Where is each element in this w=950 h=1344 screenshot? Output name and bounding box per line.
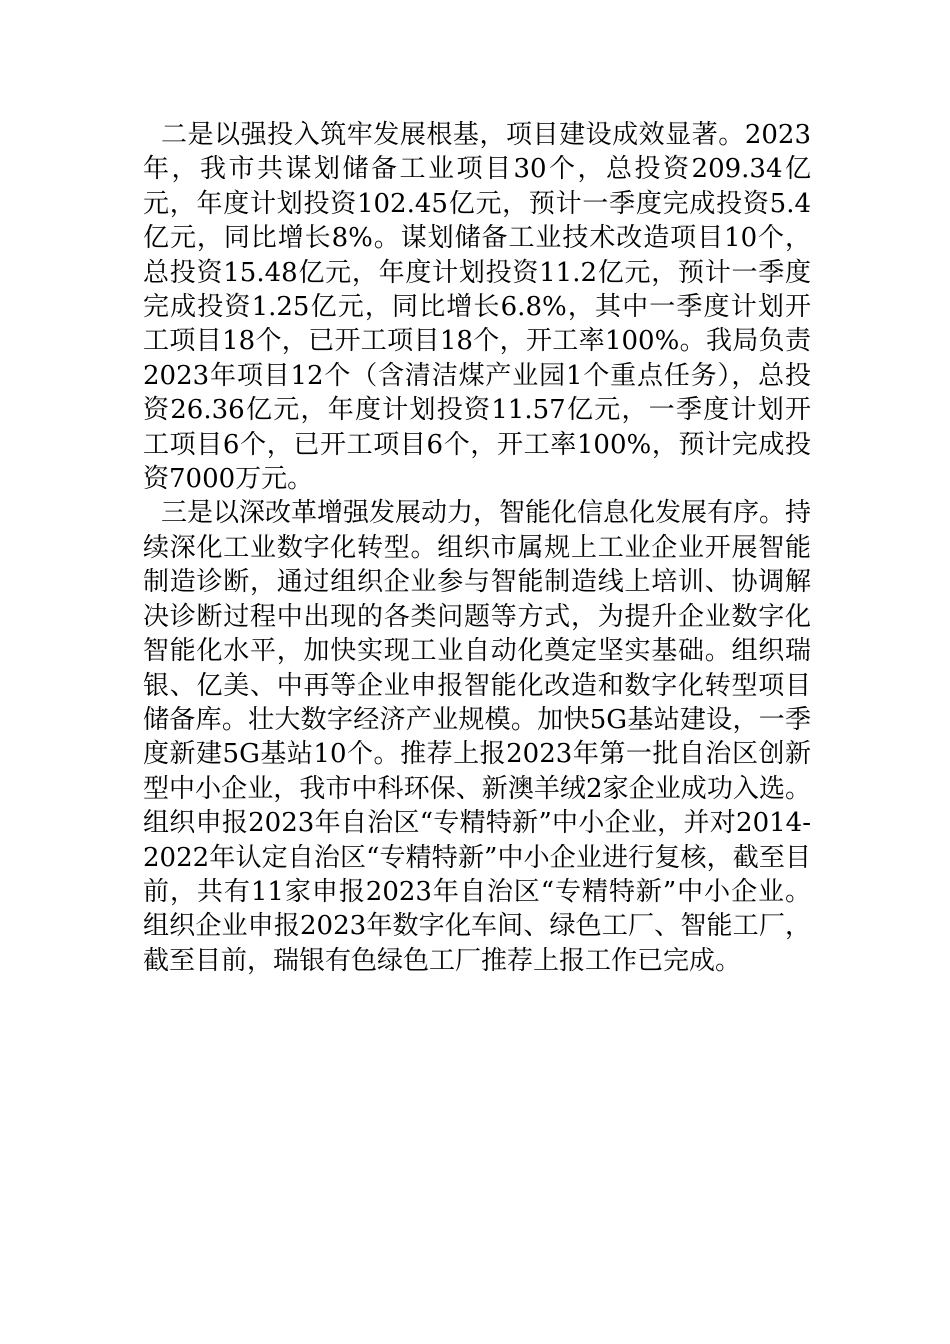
paragraph-digital-transformation: 三是以深改革增强发展动力，智能化信息化发展有序。持续深化工业数字化转型。组织市属规上工业企业开展智能制造诊断，通过组织企业参与智能制造线上培训、协调解决诊断过程中出现的各类问题等方式，为提升企业数字化智能化水平，加快实现工业自动化奠定坚实基础。组织瑞银、亿美、中再等企业申报智能化改造和数字化转型项目储备库。壮大数字经济产业规模。加快5G基站建设，一季度新建5G基站10个。推荐上报2023年第一批自治区创新型中小企业，我市中科环保、新澳羊绒2家企业成功入选。组织申报2023年自治区“专精特新”中小企业，并对2014-2022年认定自治区“专精特新”中小企业进行复核，截至目前，共有11家申报2023年自治区“专精特新”中小企业。组织企业申报2023年数字化车间、绿色工厂、智能工厂，截至目前，瑞银有色绿色工厂推荐上报工作已完成。 <box>143 498 812 976</box>
document-body <box>143 118 811 978</box>
paragraph-project-construction: 二是以强投入筑牢发展根基，项目建设成效显著。2023年，我市共谋划储备工业项目30个，总投资209.34亿元，年度计划投资102.45亿元，预计一季度完成投资5.4亿元，同比增长8%。谋划储备工业技术改造项目10个，总投资15.48亿元，年度计划投资11.2亿元，预计一季度完成投资1.25亿元，同比增长6.8%，其中一季度计划开工项目18个，已开工项目18个，开工率100%。我局负责2023年项目12个（含清洁煤产业园1个重点任务），总投资26.36亿元，年度计划投资11.57亿元，一季度计划开工项目6个，已开工项目6个，开工率100%，预计完成投资7000万元。 <box>143 120 811 495</box>
